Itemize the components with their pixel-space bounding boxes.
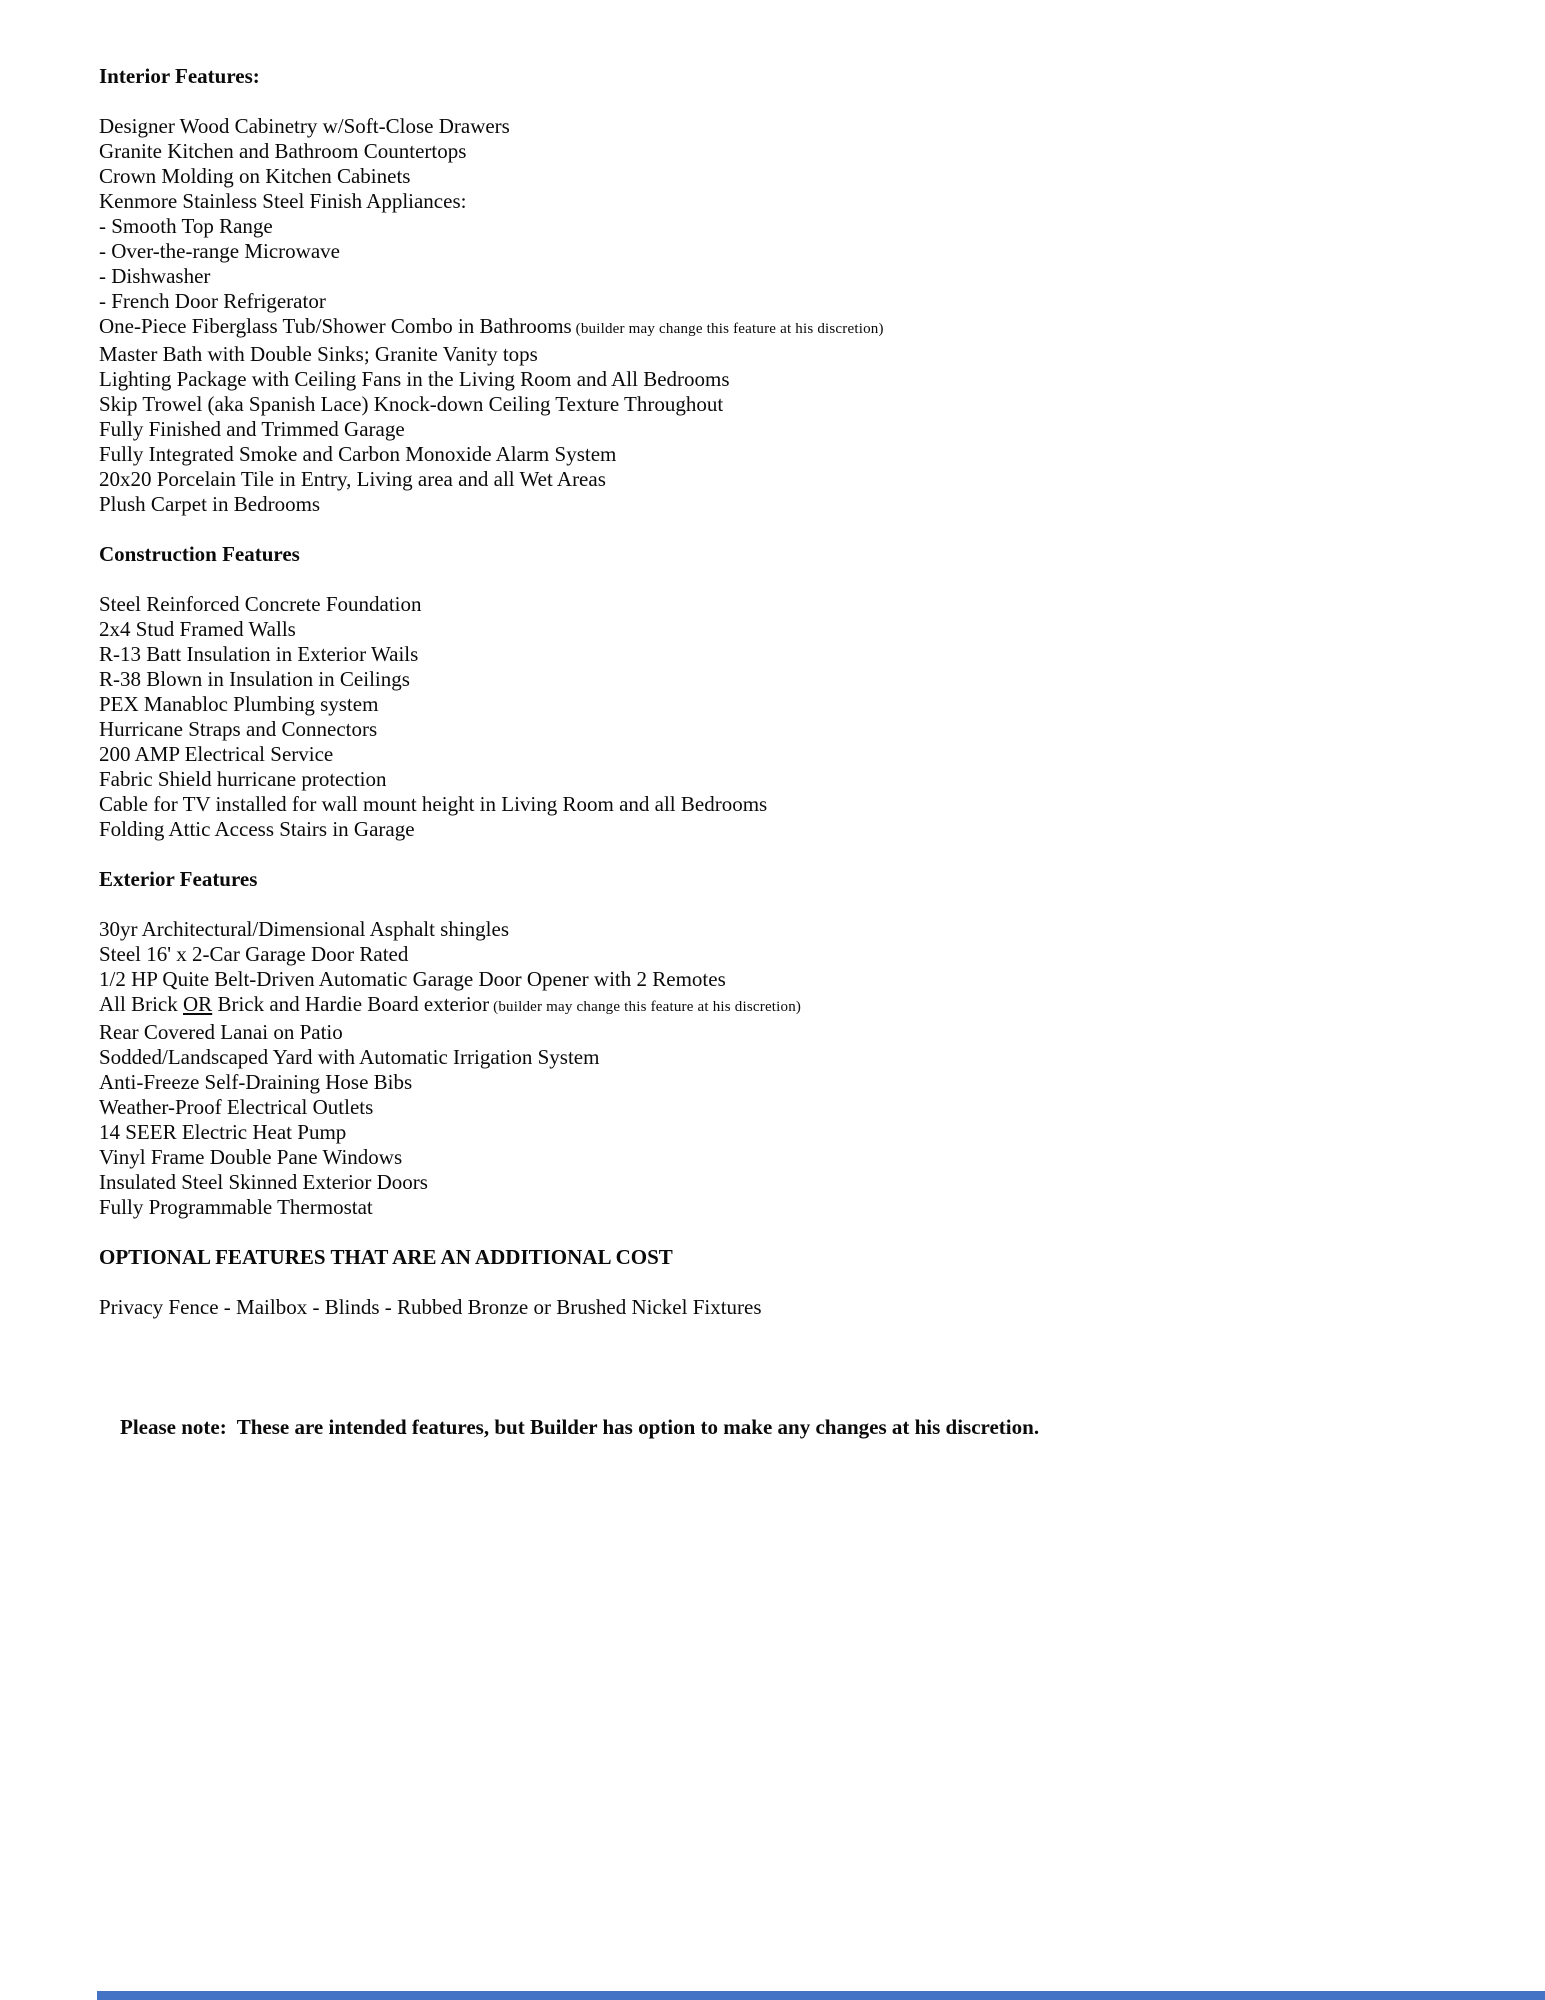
feature-item: 200 AMP Electrical Service: [99, 742, 334, 766]
feature-item: R-13 Batt Insulation in Exterior Wails: [99, 642, 419, 666]
feature-item: Designer Wood Cabinetry w/Soft-Close Drawers: [99, 114, 510, 138]
feature-item: 14 SEER Electric Heat Pump: [99, 1120, 347, 1144]
feature-item: 2x4 Stud Framed Walls: [99, 617, 296, 641]
section-heading: OPTIONAL FEATURES THAT ARE AN ADDITIONAL COST: [99, 1245, 673, 1269]
feature-item: Master Bath with Double Sinks; Granite Vanity tops: [99, 342, 538, 366]
feature-item: 1/2 HP Quite Belt-Driven Automatic Garage Door Opener with 2 Remotes: [99, 967, 726, 991]
section-heading: Exterior Features: [99, 867, 258, 891]
feature-item: Cable for TV installed for wall mount height in Living Room and all Bedrooms: [99, 792, 768, 816]
section-heading: Construction Features: [99, 542, 300, 566]
feature-item: - Over-the-range Microwave: [99, 239, 340, 263]
feature-item: Lighting Package with Ceiling Fans in the Living Room and All Bedrooms: [99, 367, 730, 391]
feature-item: Hurricane Straps and Connectors: [99, 717, 378, 741]
feature-section: [99, 867, 1505, 1220]
feature-item: Privacy Fence - Mailbox - Blinds - Rubbed Bronze or Brushed Nickel Fixtures: [99, 1295, 762, 1319]
feature-item: Plush Carpet in Bedrooms: [99, 492, 321, 516]
feature-item: PEX Manabloc Plumbing system: [99, 692, 379, 716]
feature-item: Fully Finished and Trimmed Garage: [99, 417, 405, 441]
footer-accent-bar: [97, 1991, 1545, 2000]
feature-item: Rear Covered Lanai on Patio: [99, 1020, 343, 1044]
please-note-label: Please note:: [120, 1415, 227, 1439]
section-heading: Interior Features:: [99, 64, 260, 88]
feature-item: Granite Kitchen and Bathroom Countertops: [99, 139, 467, 163]
builder-note: (builder may change this feature at his discretion): [571, 321, 884, 337]
feature-item: Anti-Freeze Self-Draining Hose Bibs: [99, 1070, 413, 1094]
feature-section: [99, 64, 1505, 517]
feature-item: Vinyl Frame Double Pane Windows: [99, 1145, 403, 1169]
feature-item: Crown Molding on Kitchen Cabinets: [99, 164, 411, 188]
feature-item: Kenmore Stainless Steel Finish Appliances:: [99, 189, 467, 213]
feature-item: 20x20 Porcelain Tile in Entry, Living area and all Wet Areas: [99, 467, 606, 491]
feature-item: Fully Programmable Thermostat: [99, 1195, 373, 1219]
sections: [99, 64, 1505, 1320]
feature-item-text: All Brick: [99, 992, 183, 1016]
feature-item: 30yr Architectural/Dimensional Asphalt shingles: [99, 917, 510, 941]
please-note: [99, 1390, 1505, 1465]
feature-item: Insulated Steel Skinned Exterior Doors: [99, 1170, 428, 1194]
please-note-text: These are intended features, but Builder has option to make any changes at his discretion.: [236, 1415, 1040, 1439]
feature-item: - French Door Refrigerator: [99, 289, 326, 313]
feature-item: R-38 Blown in Insulation in Ceilings: [99, 667, 410, 691]
feature-item: One-Piece Fiberglass Tub/Shower Combo in Bathrooms (builder may change this feature at his discretion): [99, 314, 884, 338]
feature-item: Steel Reinforced Concrete Foundation: [99, 592, 422, 616]
feature-item: - Smooth Top Range: [99, 214, 273, 238]
feature-item: Fully Integrated Smoke and Carbon Monoxide Alarm System: [99, 442, 617, 466]
feature-item: Skip Trowel (aka Spanish Lace) Knock-down Ceiling Texture Throughout: [99, 392, 724, 416]
feature-item: Steel 16' x 2-Car Garage Door Rated: [99, 942, 409, 966]
feature-item: Folding Attic Access Stairs in Garage: [99, 817, 415, 841]
underlined-word: OR: [183, 992, 213, 1016]
builder-note: (builder may change this feature at his discretion): [489, 999, 802, 1015]
feature-section: [99, 1245, 1505, 1320]
feature-item: [99, 992, 1505, 1020]
feature-item: Weather-Proof Electrical Outlets: [99, 1095, 374, 1119]
feature-item: Fabric Shield hurricane protection: [99, 767, 387, 791]
feature-item-text: Brick and Hardie Board exterior: [212, 992, 490, 1016]
feature-item: Sodded/Landscaped Yard with Automatic Irrigation System: [99, 1045, 600, 1069]
feature-section: [99, 542, 1505, 842]
feature-item: - Dishwasher: [99, 264, 211, 288]
